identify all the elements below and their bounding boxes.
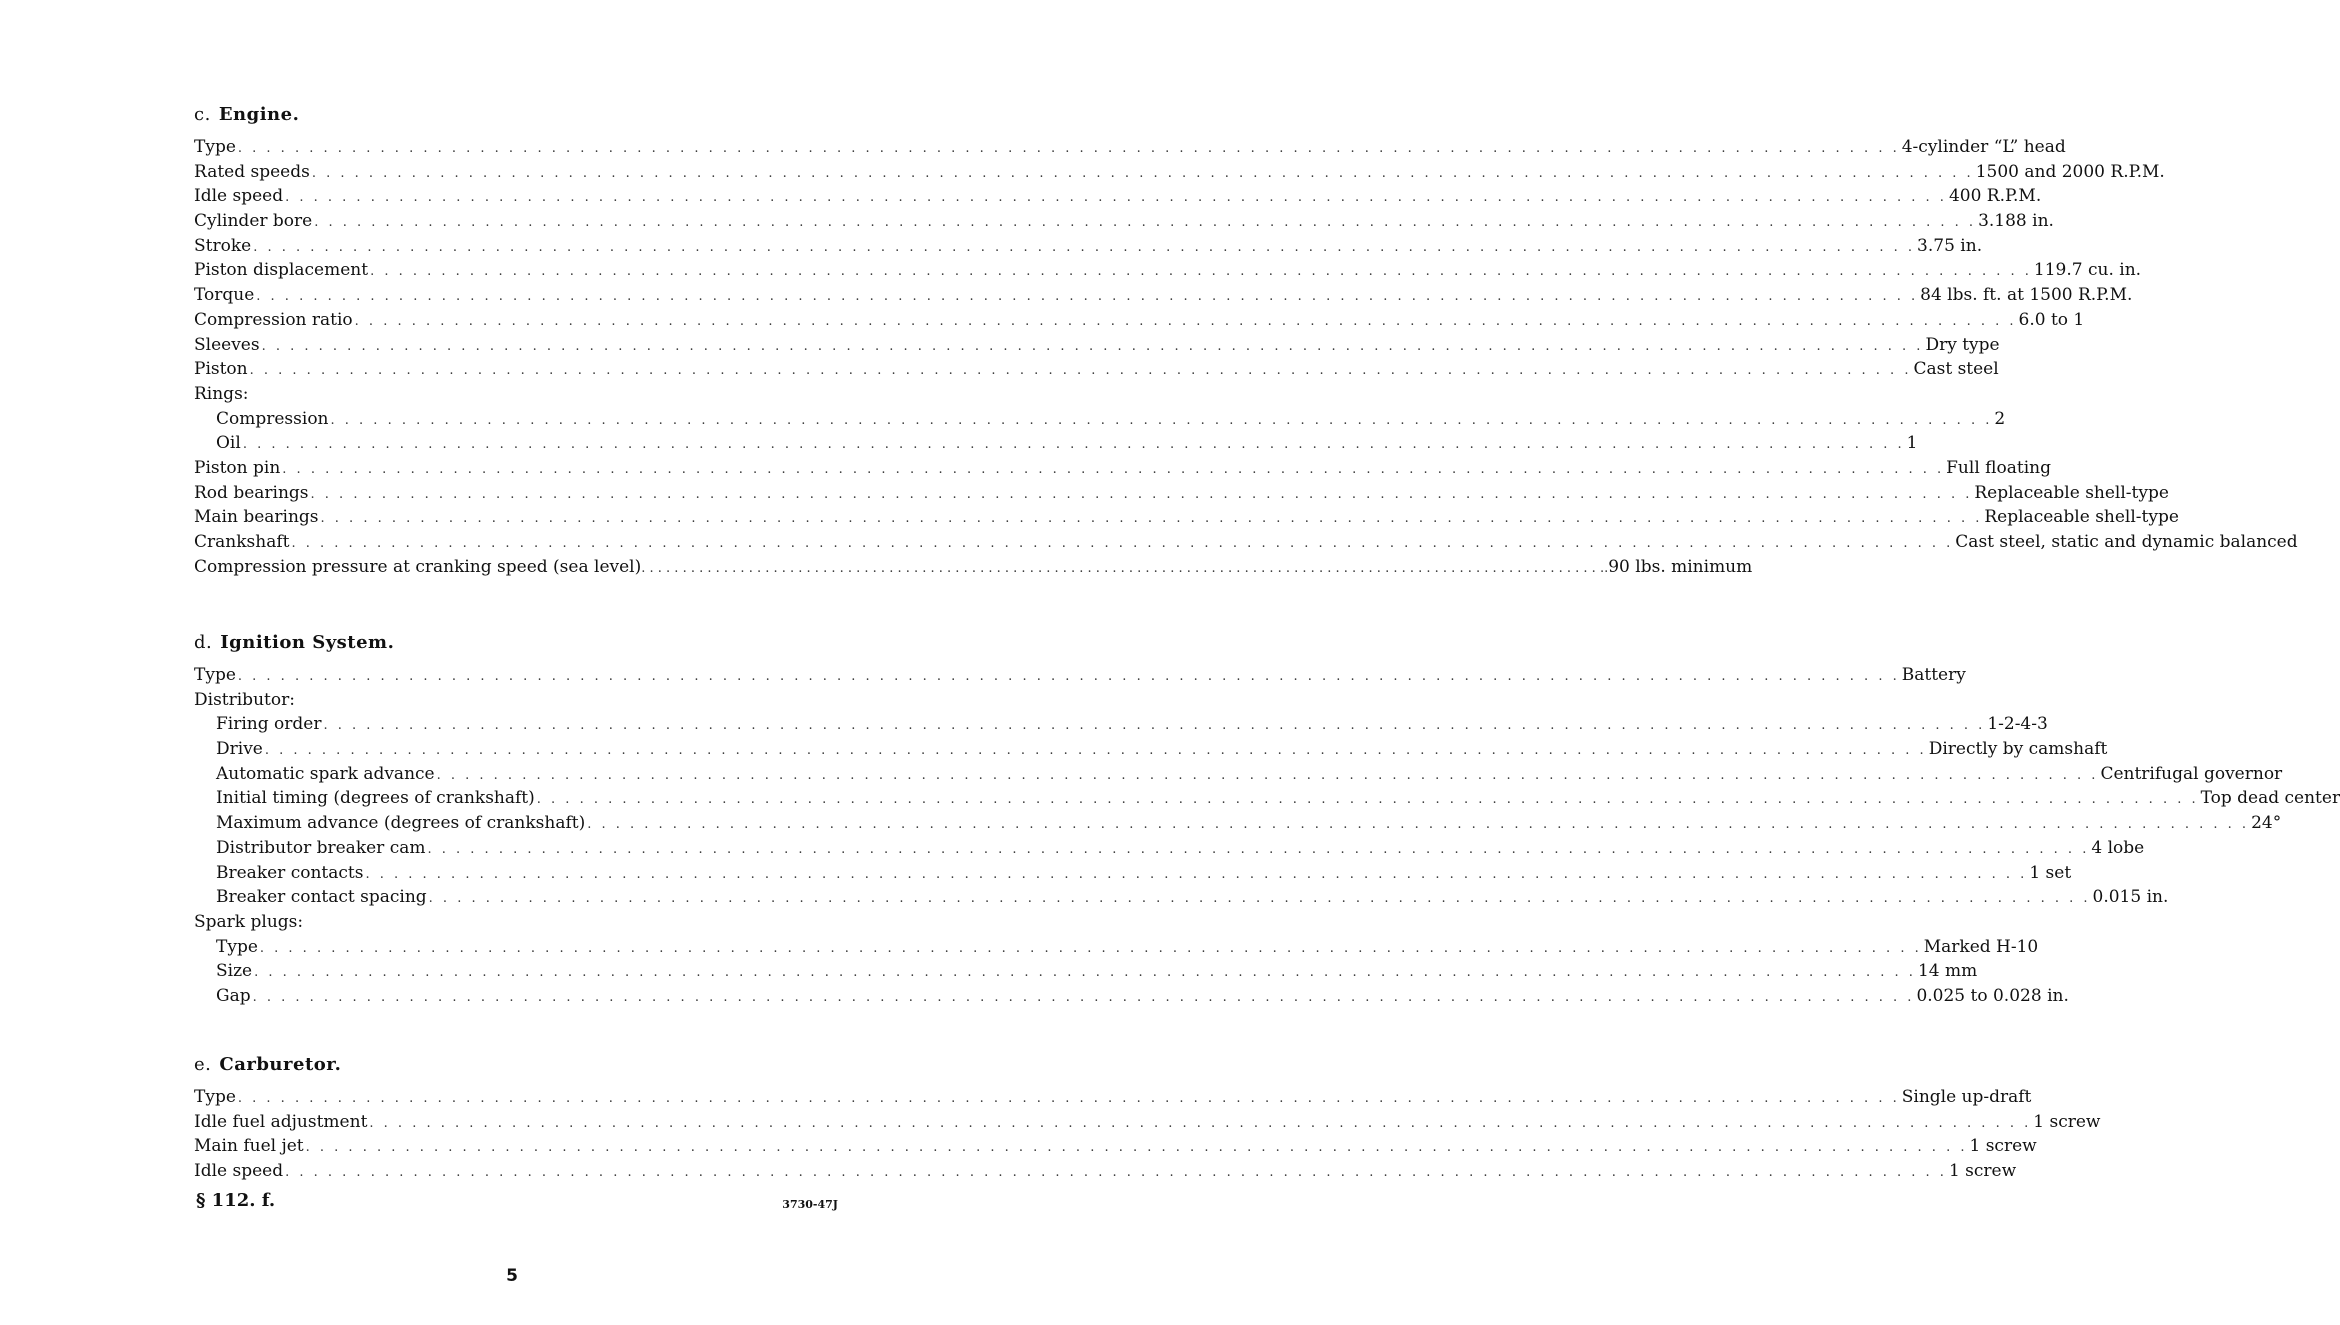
spec-row: Size . . . 14 mm	[194, 959, 840, 984]
spec-row: Piston . . . Cast steel	[194, 357, 840, 382]
document-code: 3730-47J	[782, 1198, 838, 1211]
spec-row: Rod bearings . . . Replaceable shell-type	[194, 481, 840, 506]
engine-letter: c.	[194, 104, 211, 125]
carburetor-letter: e.	[194, 1054, 212, 1075]
spec-row: Torque . . . 84 lbs. ft. at 1500 R.P.M.	[194, 283, 840, 308]
ignition-heading	[194, 632, 840, 653]
spec-row: Type . . . Battery	[194, 663, 840, 688]
spec-row: Breaker contacts . . . 1 set	[194, 861, 840, 886]
spec-row: Sleeves . . . Dry type	[194, 333, 840, 358]
spark-plugs-subhead: Spark plugs:	[194, 911, 304, 932]
spec-row: Main fuel jet . . . 1 screw	[194, 1134, 840, 1159]
ignition-section	[194, 632, 2340, 1009]
spec-row: Crankshaft . . . Cast steel, static and dynamic balanced	[194, 530, 840, 555]
engine-rows	[194, 135, 2298, 579]
engine-title: Engine.	[218, 104, 300, 125]
spec-row: Firing order . . . 1-2-4-3	[194, 712, 840, 737]
engine-section	[194, 104, 2298, 579]
spec-row: Breaker contact spacing . . . 0.015 in.	[194, 885, 840, 910]
carburetor-heading	[194, 1054, 840, 1075]
spec-row: Type . . . Single up-draft	[194, 1085, 840, 1110]
spec-row: Piston displacement . . . 119.7 cu. in.	[194, 258, 840, 283]
spec-row: Automatic spark advance . . . Centrifugal governor	[194, 762, 840, 787]
engine-heading	[194, 104, 840, 125]
rings-subhead: Rings:	[194, 383, 249, 404]
spec-row: Compression pressure at cranking speed (sea level) . . . . 90 lbs. minimum	[194, 555, 840, 580]
spec-row: Idle speed . . . 400 R.P.M.	[194, 184, 840, 209]
carburetor-section	[194, 1054, 2101, 1184]
spec-row: Type . . . Marked H-10	[194, 935, 840, 960]
spec-row: Gap . . . 0.025 to 0.028 in.	[194, 984, 840, 1009]
ignition-letter: d.	[194, 632, 213, 653]
spec-row: Type . . . 4-cylinder “L” head	[194, 135, 840, 160]
spec-row: Oil . . . 1	[194, 431, 840, 456]
ignition-title: Ignition System.	[220, 632, 395, 653]
carburetor-title: Carburetor.	[219, 1054, 342, 1075]
spec-row: Initial timing (degrees of crankshaft) . . . Top dead center	[194, 786, 840, 811]
page-number: 5	[506, 1266, 518, 1286]
spec-row: Main bearings . . . Replaceable shell-type	[194, 505, 840, 530]
spec-row: Stroke . . . 3.75 in.	[194, 234, 840, 259]
spec-row: Compression . . . 2	[194, 407, 840, 432]
paragraph-reference: § 112. f.	[196, 1190, 276, 1211]
spec-row: Idle speed . . . 1 screw	[194, 1159, 840, 1184]
distributor-subhead: Distributor:	[194, 689, 295, 710]
spec-row: Distributor breaker cam . . . 4 lobe	[194, 836, 840, 861]
spec-row: Cylinder bore . . . 3.188 in.	[194, 209, 840, 234]
spec-row: Idle fuel adjustment . . . 1 screw	[194, 1110, 840, 1135]
spec-row: Drive . . . Directly by camshaft	[194, 737, 840, 762]
spec-row: Compression ratio . . . 6.0 to 1	[194, 308, 840, 333]
spec-row: Rated speeds . . . 1500 and 2000 R.P.M.	[194, 160, 840, 185]
spec-row: Maximum advance (degrees of crankshaft) . . . 24°	[194, 811, 840, 836]
spec-row: Piston pin . . . Full floating	[194, 456, 840, 481]
